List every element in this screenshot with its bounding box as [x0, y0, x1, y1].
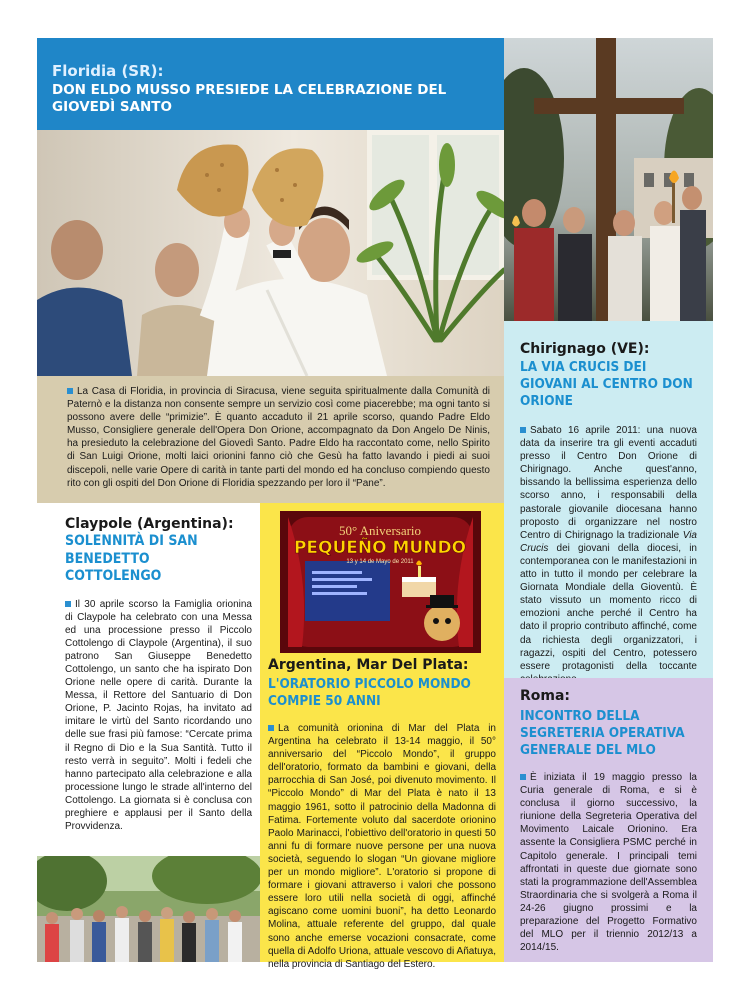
bullet-icon — [520, 427, 526, 433]
claypole-location: Claypole (Argentina): — [65, 516, 234, 532]
argentina-location: Argentina, Mar Del Plata: — [268, 657, 469, 673]
floridia-title: DON ELDO MUSSO PRESIEDE LA CELEBRAZIONE DEL GIOVEDÌ SANTO — [52, 82, 447, 115]
bullet-icon — [67, 388, 73, 394]
bullet-icon — [268, 725, 274, 731]
pequeno-mundo-logo — [280, 511, 481, 653]
chirignago-body-part1: Sabato 16 aprile 2011: una nuova data da inserire tra gli eventi accaduti presso il Centro Don Orione di Chirignago. Anche quest'anno, bissando la bellissima esperienza dello scorso anno, i responsabili della pastorale giovanile diocesana hanno proposto di organizzare nel nostro Centro di Chirignago la tradizionale — [520, 425, 697, 541]
event-anniversary: 50° Aniversario — [338, 523, 422, 538]
argentina-title: L'ORATORIO PICCOLO MONDO COMPIE 50 ANNI — [268, 676, 471, 709]
via-crucis-illustration — [504, 38, 713, 321]
claypole-body-text: Il 30 aprile scorso la Famiglia orionina di Claypole ha celebrato con una Messa ed una processione presso il Piccolo Cottolengo di Claypole (Argentina), il suo patrono San Giuseppe Benedetto Cottolengo, un santo che ha ispirato Don Orione nelle opere di carità. Durante la Messa, il Rettore del Santuario di Don Orione, P. Jacinto Rojas, ha invitato ad imitare le virtù del Santo ricordando uno delle sue frasi più famose: “Cercate prima il Regno di Dio e la Sua Santità. Tutto il resto verrà in seguito”. Molti i fedeli che hanno partecipato alla celebrazione e alla processione lungo le strade all'interno del Cottolengo. La giornata si è conclusa con preghiere e applausi per il Santo della Provvidenza. — [65, 598, 252, 833]
priest-bread-illustration — [37, 130, 504, 376]
floridia-photo — [37, 130, 504, 376]
chirignago-body-part2: dei giovani della diocesi, in contemporanea con le manifestazioni in atto in tutto il mondo per celebrare la Giornata Mondiale della Gioventù. È stato vissuto un momento ricco di emozioni anche perché il Centro ha dato il proprio contributo affinché, come da richiesta degli organizzatori, i ragazzi, ospiti del Centro, potessero essere protagonisti della toccante — [520, 542, 697, 672]
bullet-icon — [65, 601, 71, 607]
roma-body — [520, 771, 697, 954]
floridia-body-text: La Casa di Floridia, in provincia di Siracusa, viene seguita spiritualmente dalla Comunità di Paternò e la distanza non consente sempre un servizio così come piacerebbe; ma ogni tanto si possono avere delle “primizie”. È quanto accaduto il 21 aprile scorso, quando Padre Eldo Musso, Consigliere generale dell'Opera Don Orione, accompagnato da Don Angelo De Ninis, ha presieduto la celebrazione del Giovedì Santo. Padre Eldo ha raccontato come, nello Spirito di San Luigi Orione, molti laici orionini fanno ciò che Gesù ha fatto lavando i piedi ai suoi discepoli, nelle varie Opere di carità in tante parti del mondo ed ha concluso compiendo questo rito con gli ospiti del Don Orione di Floridia spezzando per loro il “Pane”. — [67, 386, 490, 489]
roma-article — [504, 678, 713, 962]
argentina-body — [268, 722, 496, 971]
roma-title: INCONTRO DELLA SEGRETERIA OPERATIVA GENERALE DEL MLO — [520, 708, 685, 758]
chirignago-body-italic: Via Crucis — [520, 529, 697, 554]
bullet-icon — [520, 774, 526, 780]
event-dates: 13 y 14 de Mayo de 2011 — [346, 559, 414, 565]
floridia-location: Floridia (SR): — [52, 62, 164, 80]
claypole-article — [37, 515, 252, 833]
floridia-body — [67, 385, 490, 490]
argentina-article — [268, 657, 496, 971]
pequeno-mundo-illustration — [280, 511, 481, 653]
roma-location: Roma: — [520, 688, 571, 704]
chirignago-body — [520, 424, 697, 686]
chirignago-title: LA VIA CRUCIS DEI GIOVANI AL CENTRO DON ORIONE — [520, 359, 693, 409]
chirignago-location: Chirignago (VE): — [520, 341, 650, 357]
argentina-body-text: La comunità orionina di Mar del Plata in Argentina ha celebrato il 13-14 maggio, il 50° anniversario del “Piccolo Mondo”, il gruppo dell'oratorio, formato da bambini e giovani, della parrocchia di San José, poi divenuto movimento. Il “Piccolo Mondo” di Mar del Plata è nato il 13 maggio 1961, sotto il patrocinio della Madonna di Fatima. Fortemente voluto dal sacerdote orionino Paolo Marinacci, l'obiettivo dell'oratorio in questi 50 anni fu di formare nuove persone per una nuova società, seguendo lo slogan “Un giovane migliore per un mondo migliore”. L'oratorio si propone di formare i giovani attraverso i valori che possono essere loro utili nella società di oggi, affinché agiscano come uomini buoni”, ha detto Leonardo Molina, attuale referente del gruppo, dal quale sono anche emerse vocazioni consacrate, come quella di Adolfo Uriona, attuale vescovo di Añatuya, nella provincia di Santiago del Estero. — [268, 723, 496, 970]
roma-body-text: È iniziata il 19 maggio presso la Curia generale di Roma, e si è conclusa il giorno successivo, la riunione della Segreteria Operativa del Movimento Laicale Orionino. Era assente la Consigliera PSMC perché in Capitolo generale. I principali temi affrontati in queste due giornate sono stati la programmazione dell'Assemblea Straordinaria che si svolgerà a Roma il 24-26 giugno prossimi e la preparazione del Progetto Formativo del MLO per il triennio 2012/13 a 2014/15. — [520, 772, 697, 954]
floridia-caption — [37, 376, 504, 503]
event-name: PEQUEÑO MUNDO — [293, 538, 467, 558]
procession-illustration — [37, 856, 260, 962]
claypole-body — [37, 598, 252, 834]
chirignago-article — [504, 321, 713, 678]
claypole-photo — [37, 856, 260, 962]
chirignago-photo — [504, 38, 713, 321]
claypole-title: SOLENNITÀ DI SAN BENEDETTO COTTOLENGO — [65, 533, 198, 584]
